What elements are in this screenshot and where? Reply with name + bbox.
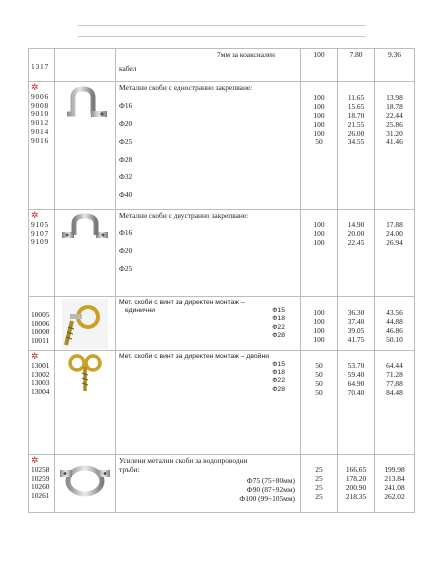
table-row: [29, 297, 415, 351]
size-label: Ф100 (99÷105мм): [239, 493, 295, 503]
product-code: 13003: [31, 378, 50, 388]
product-title: Мет. скоби с винт за директен монтаж –: [119, 299, 245, 306]
table-row: [29, 82, 415, 210]
header-rule-bottom: [78, 36, 366, 37]
price-vat-value: 64.44: [386, 361, 403, 370]
price-vat-value: 43.56: [386, 308, 403, 317]
price-vat-cell: [375, 351, 415, 455]
price-vat-cell: [375, 455, 415, 513]
price-vat-value: 199.98: [384, 465, 405, 474]
price-vat-value: 77.88: [386, 378, 403, 388]
price-value: 59.40: [347, 369, 365, 379]
product-title: Метални скоби с едностранно закрепване:: [119, 83, 253, 92]
image-cell: [55, 297, 116, 351]
product-title: Метални скоби с двустранно закрепване:: [119, 211, 249, 220]
qty-value: 100: [313, 334, 325, 344]
price-vat-value: 71.28: [386, 369, 403, 379]
product-code: 9010: [31, 109, 49, 119]
qty-value: 25: [315, 491, 323, 501]
qty-cell: [301, 49, 338, 82]
description-cell: [116, 297, 301, 351]
price-value: 15.65: [347, 101, 365, 111]
price-vat-value: 241.08: [384, 482, 405, 492]
price-value: 20.00: [347, 228, 365, 238]
size-label: Ф75 (75÷80мм): [246, 475, 295, 485]
price-cell: [338, 351, 375, 455]
size-label: Ф18: [272, 369, 285, 377]
price-value: 64.90: [347, 378, 365, 388]
price-vat-value: 18.78: [386, 101, 403, 111]
price-vat-value: 31.20: [386, 128, 403, 138]
description-cell: [116, 210, 301, 297]
product-code: 9006: [31, 92, 49, 101]
qty-value: 100: [313, 93, 325, 102]
price-cell: [338, 82, 375, 210]
product-code: 9016: [31, 135, 49, 145]
description-cell: [116, 351, 301, 455]
size-label: Ф16: [119, 227, 133, 237]
qty-value: 50: [315, 137, 323, 147]
price-value: 178.20: [345, 473, 367, 483]
size-label: Ф28: [272, 385, 285, 393]
size-label: Ф20: [119, 245, 133, 255]
table-row: [29, 49, 415, 82]
qty-value: 50: [315, 387, 323, 397]
screw-mount-single-clamp-icon: [62, 299, 108, 349]
product-code: 9109: [31, 237, 49, 247]
price-vat-value: 44.88: [386, 316, 403, 326]
product-code: 10008: [31, 327, 50, 337]
screw-mount-double-clamp-icon: [63, 353, 107, 393]
code-cell: [29, 210, 55, 297]
brand-logo-icon: ✲: [31, 82, 39, 92]
qty-value: 100: [313, 237, 325, 247]
size-label: Ф20: [119, 118, 133, 128]
reinforced-pipe-clamp-icon: [59, 463, 111, 497]
description-cell: [116, 49, 301, 82]
price-vat-cell: [375, 297, 415, 351]
product-code: 13001: [31, 361, 50, 370]
price-vat-value: 26.94: [386, 237, 403, 247]
product-code: 13004: [31, 387, 50, 397]
product-code: 10011: [31, 336, 50, 346]
size-label: Ф32: [119, 172, 133, 182]
qty-value: 25: [315, 473, 323, 483]
price-vat-value: 213.84: [384, 473, 405, 483]
product-code: 10260: [31, 482, 50, 492]
brand-logo-icon: ✲: [31, 455, 39, 465]
price-vat-cell: [375, 210, 415, 297]
product-code: 9008: [31, 100, 49, 110]
price-value: 7.80: [349, 50, 363, 59]
price-value: 18.70: [347, 110, 365, 120]
price-vat-value: 17.88: [386, 220, 403, 229]
product-title-cont: кабел: [119, 63, 137, 73]
code-cell: [29, 297, 55, 351]
product-code: 10258: [31, 465, 50, 474]
price-vat-value: 84.48: [386, 387, 403, 397]
qty-value: 100: [313, 325, 325, 335]
qty-value: 50: [315, 361, 323, 370]
price-value: 11.65: [347, 93, 365, 102]
price-value: 22.45: [347, 237, 365, 247]
price-value: 53.70: [347, 361, 365, 370]
price-cell: [338, 455, 375, 513]
price-cell: [338, 49, 375, 82]
table-row: [29, 351, 415, 455]
qty-value: 50: [315, 369, 323, 379]
price-vat-value: 41.46: [386, 137, 403, 147]
single-sided-clamp-icon: [61, 84, 109, 120]
image-cell: [55, 49, 116, 82]
size-label: Ф15: [272, 307, 285, 315]
size-label: Ф15: [272, 361, 285, 369]
code-cell: [29, 351, 55, 455]
product-title: Мет. скоби с винт за директен монтаж – двойни: [119, 353, 270, 360]
price-value: 166.65: [345, 465, 367, 474]
image-cell: [55, 351, 116, 455]
qty-cell: [301, 455, 338, 513]
price-value: 200.90: [345, 482, 367, 492]
qty-value: 100: [313, 316, 325, 326]
size-label: Ф25: [119, 263, 133, 273]
qty-cell: [301, 351, 338, 455]
qty-value: 100: [313, 119, 325, 129]
qty-cell: [301, 82, 338, 210]
product-code: 10005: [31, 310, 50, 319]
brand-logo-icon: ✲: [31, 210, 39, 220]
price-vat-value: 46.86: [386, 325, 403, 335]
price-vat-value: 13.98: [386, 93, 403, 102]
product-code: 10259: [31, 473, 50, 483]
qty-value: 100: [313, 228, 325, 238]
product-code: 10261: [31, 491, 50, 501]
qty-cell: [301, 210, 338, 297]
code-cell: [29, 455, 55, 513]
description-cell: [116, 82, 301, 210]
price-value: 34.55: [347, 137, 365, 147]
table-row: [29, 455, 415, 513]
qty-cell: [301, 297, 338, 351]
qty-value: 25: [315, 482, 323, 492]
qty-value: 50: [315, 378, 323, 388]
size-label: Ф90 (87÷92мм): [246, 484, 295, 494]
price-value: 36.30: [347, 308, 365, 317]
size-label: Ф25: [119, 136, 133, 146]
size-label: Ф28: [119, 154, 133, 164]
size-label: Ф22: [272, 377, 285, 385]
price-table: [28, 48, 415, 513]
header-rule-top: [78, 25, 366, 26]
qty-value: 25: [315, 465, 323, 474]
product-title-cont: тръби:: [119, 464, 140, 474]
product-title-cont: единични: [125, 307, 156, 315]
size-label: Ф22: [272, 323, 285, 331]
price-value: 14.90: [347, 220, 365, 229]
price-vat-value: 50.10: [386, 334, 403, 344]
code-cell: [29, 49, 55, 82]
qty-value: 100: [313, 220, 325, 229]
product-code: 1317: [31, 62, 49, 71]
price-value: 39.05: [347, 325, 365, 335]
product-code: 9107: [31, 228, 49, 238]
price-vat-cell: [375, 82, 415, 210]
qty-value: 100: [313, 101, 325, 111]
qty-value: 100: [313, 110, 325, 120]
size-label: Ф18: [272, 315, 285, 323]
price-vat-value: 25.86: [386, 119, 403, 129]
price-cell: [338, 297, 375, 351]
image-cell: [55, 455, 116, 513]
image-cell: [55, 210, 116, 297]
table-row: [29, 210, 415, 297]
product-code: 9105: [31, 220, 49, 229]
code-cell: [29, 82, 55, 210]
size-label: Ф16: [119, 100, 133, 110]
product-code: 9014: [31, 126, 49, 136]
price-cell: [338, 210, 375, 297]
price-value: 218.35: [345, 491, 367, 501]
price-vat-value: 262.02: [384, 491, 405, 501]
price-vat-value: 22.44: [386, 110, 403, 120]
price-vat-value: 24.00: [386, 228, 403, 238]
price-vat-cell: [375, 49, 415, 82]
price-value: 41.75: [347, 334, 365, 344]
image-cell: [55, 82, 116, 210]
qty-value: 100: [313, 50, 325, 59]
price-value: 21.55: [347, 119, 365, 129]
price-value: 26.00: [347, 128, 365, 138]
product-code: 10006: [31, 318, 50, 328]
product-title: 7мм за коаксиален: [216, 50, 275, 59]
qty-value: 100: [313, 128, 325, 138]
brand-logo-icon: ✲: [31, 351, 39, 361]
size-label: Ф40: [119, 190, 133, 200]
qty-value: 100: [313, 308, 325, 317]
product-title: Усилени метални скоби за водопроводни: [119, 456, 248, 465]
price-value: 70.40: [347, 387, 365, 397]
product-code: 9012: [31, 118, 49, 128]
product-code: 13002: [31, 369, 50, 379]
price-vat-value: 9.36: [388, 50, 401, 59]
description-cell: [116, 455, 301, 513]
size-label: Ф28: [272, 331, 285, 339]
price-value: 37.40: [347, 316, 365, 326]
double-sided-clamp-icon: [60, 212, 110, 242]
